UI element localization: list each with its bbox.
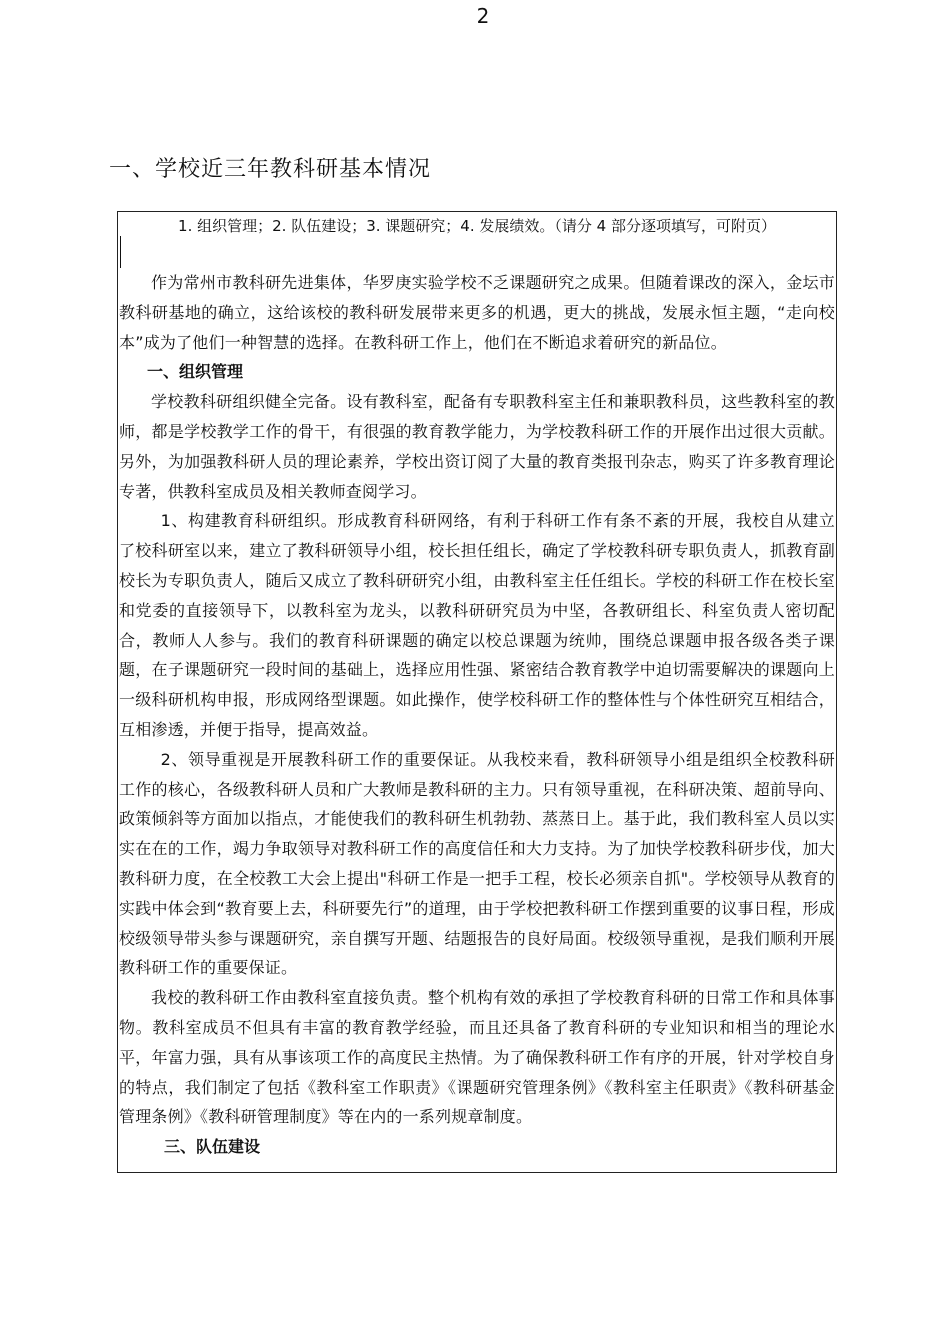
intro-paragraph: 作为常州市教科研先进集体，华罗庚实验学校不乏课题研究之成果。但随着课改的深入，金坛市教科研基地的确立，这给该校的教科研发展带来更多的机遇，更大的挑战，发展永恒主题，“走向校本”成为了他们一种智慧的选择。在教科研工作上，他们在不断追求着研究的新品位。: [119, 273, 835, 352]
body-text: [119, 268, 835, 1162]
paragraph-research-network: 1、构建教育科研组织。形成教育科研网络，有利于科研工作有条不紊的开展，我校自从建立了校科研室以来，建立了教科研领导小组，校长担任组长，确定了学校教科研专职负责人，抓教育副校长为专职负责人，随后又成立了教科研研究小组，由教科室主任任组长。学校的科研工作在校长室和党委的直接领导下，以教科室为龙头，以教科研研究员为中坚，各教研组长、科室负责人密切配合，教师人人参与。我们的教育科研课题的确定以校总课题为统帅，围绕总课题申报各级各类子课题，在子课题研究一段时间的基础上，选择应用性强、紧密结合教育教学中迫切需要解决的课题向上一级科研机构申报，形成网络型课题。如此操作，使学校科研工作的整体性与个体性研究互相结合，互相渗透，并便于指导，提高效益。: [119, 511, 835, 739]
content-table-cell: [117, 211, 837, 1173]
paragraph-organization: 学校教科研组织健全完备。设有教科室，配备有专职教科室主任和兼职教科员，这些教科室的教师，都是学校教学工作的骨干，有很强的教育教学能力，为学校教科研工作的开展作出过很大贡献。另外，为加强教科研人员的理论素养，学校出资订阅了大量的教育类报刊杂志，购买了许多教育理论专著，供教科室成员及相关教师查阅学习。: [119, 392, 835, 501]
text-cursor: [120, 236, 121, 268]
heading-team-building: 三、队伍建设: [164, 1137, 261, 1157]
paragraph-office: 我校的教科研工作由教科室直接负责。整个机构有效的承担了学校教育科研的日常工作和具体事物。教科室成员不但具有丰富的教育教学经验，而且还具备了教育科研的专业知识和相当的理论水平，年富力强，具有从事该项工作的高度民主热情。为了确保教科研工作有序的开展，针对学校自身的特点，我们制定了包括《教科室工作职责》《课题研究管理条例》《教科室主任职责》《教科研基金管理条例》《教科研管理制度》等在内的一系列规章制度。: [119, 988, 835, 1127]
instruction-line: 1. 组织管理；2. 队伍建设；3. 课题研究；4. 发展绩效。（请分 4 部分逐项填写，可附页）: [178, 217, 776, 235]
heading-organization: 一、组织管理: [147, 362, 244, 382]
paragraph-leadership: 2、领导重视是开展教科研工作的重要保证。从我校来看，教科研领导小组是组织全校教科研工作的核心，各级教科研人员和广大教师是教科研的主力。只有领导重视，在科研决策、超前导向、政策倾斜等方面加以指点，才能使我们的教科研生机勃勃、蒸蒸日上。基于此，我们教科室人员以实实在在的工作，竭力争取领导对教科研工作的高度信任和大力支持。为了加快学校教科研步伐，加大教科研力度，在全校教工大会上提出"科研工作是一把手工程，校长必须亲自抓"。学校领导从教育的实践中体会到“教育要上去，科研要先行”的道理，由于学校把教科研工作摆到重要的议事日程，形成校级领导带头参与课题研究，亲自撰写开题、结题报告的良好局面。校级领导重视，是我们顺利开展教科研工作的重要保证。: [119, 749, 835, 978]
section-title: 一、学校近三年教科研基本情况: [109, 157, 432, 182]
page-number: 2: [476, 4, 490, 28]
